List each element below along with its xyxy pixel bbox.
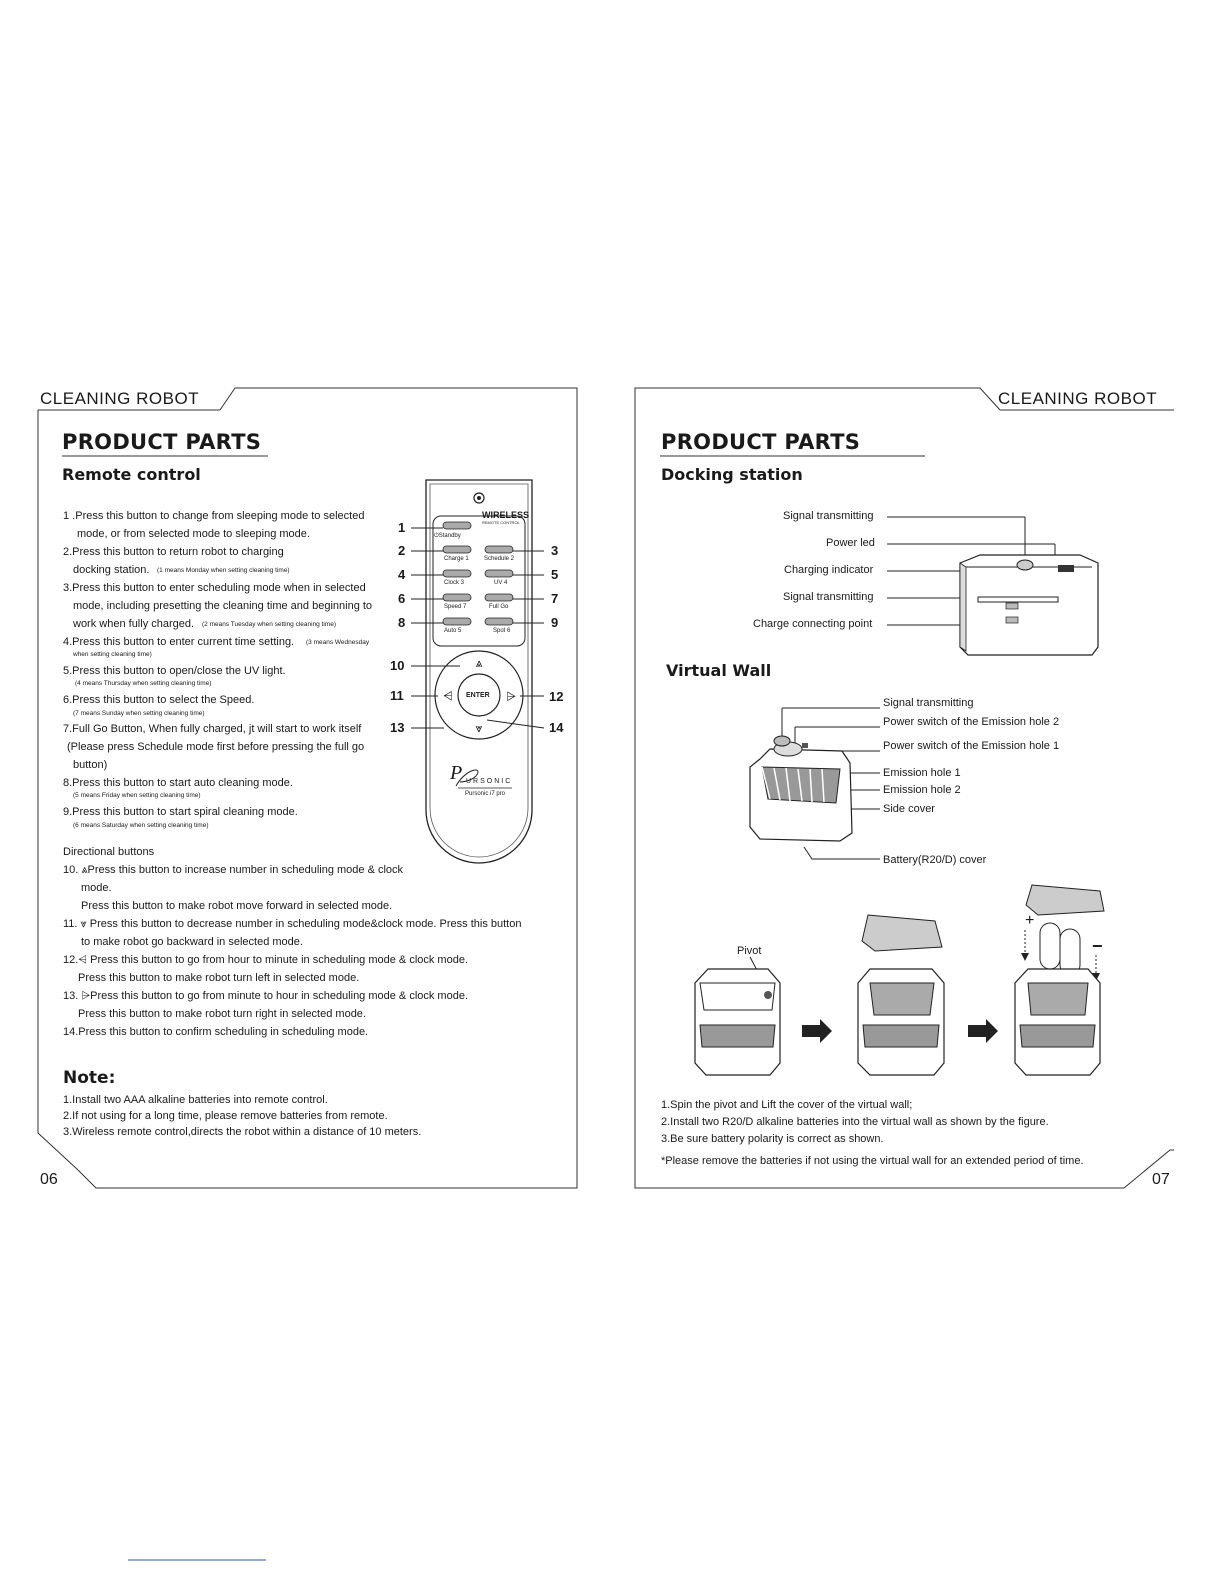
callout-number: 2: [398, 543, 406, 558]
docking-station-illustration: [880, 505, 1110, 665]
remote-model: Pursonic i7 pro: [465, 791, 506, 797]
list-item: 12.⩤ Press this button to go from hour to minute in scheduling mode & clock mode.: [63, 954, 469, 966]
button-enter[interactable]: ENTER: [466, 692, 490, 699]
callout-number: 4: [398, 567, 406, 582]
docking-subtitle: Docking station: [661, 465, 803, 484]
svg-text:⩔: ⩔: [475, 721, 483, 735]
day-note: (5 means Friday when setting cleaning time): [73, 792, 201, 799]
wall-label: Battery(R20/D) cover: [883, 854, 987, 866]
day-note: (4 means Thursday when setting cleaning time): [75, 680, 212, 687]
list-item: work when fully charged.: [73, 618, 195, 630]
button-charge[interactable]: Charge 1: [444, 556, 469, 562]
button-full-go[interactable]: Full Go: [489, 604, 509, 610]
day-note: (1 means Monday when setting cleaning time): [157, 567, 290, 574]
wall-label: Signal transmitting: [883, 697, 974, 709]
callout-number: 9: [551, 615, 559, 630]
callout-number: 12: [549, 689, 564, 704]
list-item: 13. ⩥Press this button to go from minute to hour in scheduling mode & clock mode.: [63, 990, 469, 1002]
note-item: 2.If not using for a long time, please remove batteries from remote.: [63, 1110, 388, 1122]
button-standby[interactable]: ⏻Standby: [434, 533, 461, 539]
button-spot[interactable]: Spot 6: [493, 628, 511, 634]
battery-install-illustration: [680, 875, 1110, 1090]
list-item: docking station.: [73, 564, 150, 576]
dock-label: Charging indicator: [784, 564, 874, 576]
note-item: 1.Install two AAA alkaline batteries into remote control.: [63, 1094, 328, 1106]
day-note: (7 means Sunday when setting cleaning time): [73, 710, 205, 717]
step-item: 3.Be sure battery polarity is correct as shown.: [661, 1133, 884, 1145]
callout-number: 8: [398, 615, 406, 630]
list-item: 10. ⩓Press this button to increase number in scheduling mode & clock: [63, 864, 404, 876]
callout-number: 13: [390, 720, 405, 735]
step-item: 2.Install two R20/D alkaline batteries into the virtual wall as shown by the figure.: [661, 1116, 1049, 1128]
svg-text:⩥: ⩥: [506, 689, 516, 703]
callout-number: 3: [551, 543, 559, 558]
pivot-label: Pivot: [737, 945, 762, 957]
step-item: *Please remove the batteries if not using the virtual wall for an extended period of time.: [661, 1155, 1084, 1167]
dock-label: Signal transmitting: [783, 591, 874, 603]
left-header: CLEANING ROBOT: [40, 389, 200, 408]
list-item: button): [73, 759, 108, 771]
list-item: mode, including presetting the cleaning time and beginning to: [73, 600, 373, 612]
power-icon: ⏻: [434, 533, 439, 539]
button-clock[interactable]: Clock 3: [444, 580, 465, 586]
list-item: 8.Press this button to start auto cleaning mode.: [63, 777, 293, 789]
list-item: 5.Press this button to open/close the UV light.: [63, 665, 286, 677]
remote-brand-sub: REMOTE CONTROL: [482, 520, 520, 525]
remote-control-illustration: [380, 470, 580, 870]
list-item: 6.Press this button to select the Speed.: [63, 694, 255, 706]
button-schedule[interactable]: Schedule 2: [484, 556, 515, 562]
button-speed[interactable]: Speed 7: [444, 604, 467, 610]
svg-text:⩓: ⩓: [475, 656, 483, 670]
list-item: Press this button to make robot turn left in selected mode.: [78, 972, 360, 984]
button-uv[interactable]: UV 4: [494, 580, 508, 586]
note-item: 3.Wireless remote control,directs the robot within a distance of 10 meters.: [63, 1126, 422, 1138]
right-header: CLEANING ROBOT: [998, 389, 1158, 408]
callout-number: 10: [390, 658, 405, 673]
note-title: Note:: [63, 1068, 116, 1088]
right-title: PRODUCT PARTS: [661, 430, 861, 454]
dock-label: Charge connecting point: [753, 618, 873, 630]
remote-subtitle: Remote control: [62, 465, 201, 484]
page-number-right: 07: [1152, 1171, 1170, 1188]
day-note: when setting cleaning time): [73, 651, 152, 658]
list-item: 14.Press this button to confirm scheduling in scheduling mode.: [63, 1026, 369, 1038]
remote-logo-letter: P: [450, 762, 463, 784]
wall-label: Side cover: [883, 803, 935, 815]
dock-label: Power led: [826, 537, 875, 549]
page-number-left: 06: [40, 1171, 58, 1188]
wall-label: Emission hole 2: [883, 784, 961, 796]
day-note: (2 means Tuesday when setting cleaning time): [202, 621, 337, 628]
list-item: (Please press Schedule mode first before pressing the full go: [67, 741, 365, 753]
virtual-wall-subtitle: Virtual Wall: [666, 661, 772, 680]
callout-number: 6: [398, 591, 406, 606]
remote-brand: WIRELESS: [482, 510, 530, 520]
list-item: 4.Press this button to enter current time setting.: [63, 636, 295, 648]
list-item: 2.Press this button to return robot to charging: [63, 546, 284, 558]
day-note: (6 means Saturday when setting cleaning time): [73, 822, 209, 829]
list-item: 9.Press this button to start spiral cleaning mode.: [63, 806, 298, 818]
virtual-wall-illustration: [740, 695, 885, 875]
list-item: 1 .Press this button to change from sleeping mode to selected: [63, 510, 365, 522]
wall-label: Emission hole 1: [883, 767, 961, 779]
minus-sign: −: [1092, 936, 1103, 956]
list-item: 7.Full Go Button, When fully charged, jt will start to work itself: [63, 723, 362, 735]
step-item: 1.Spin the pivot and Lift the cover of the virtual wall;: [661, 1099, 913, 1111]
svg-text:⩤: ⩤: [443, 689, 453, 703]
list-item: mode, or from selected mode to sleeping mode.: [77, 528, 310, 540]
callout-number: 7: [551, 591, 559, 606]
list-item: Press this button to make robot move forward in selected mode.: [81, 900, 393, 912]
list-item: Directional buttons: [63, 846, 155, 858]
left-title: PRODUCT PARTS: [62, 430, 262, 454]
list-item: 11. ⩔ Press this button to decrease number in scheduling mode&clock mode. Press this button: [63, 918, 522, 930]
list-item: 3.Press this button to enter scheduling mode when in selected: [63, 582, 366, 594]
remote-logo: URSONIC: [466, 778, 513, 785]
callout-number: 14: [549, 720, 564, 735]
wall-label: Power switch of the Emission hole 2: [883, 716, 1060, 728]
day-note: (3 means Wednesday: [306, 639, 370, 646]
list-item: Press this button to make robot turn right in selected mode.: [78, 1008, 366, 1020]
callout-number: 5: [551, 567, 559, 582]
dock-label: Signal transmitting: [783, 510, 874, 522]
callout-number: 11: [390, 688, 404, 703]
list-item: to make robot go backward in selected mode.: [81, 936, 303, 948]
callout-number: 1: [398, 520, 406, 535]
button-auto[interactable]: Auto 5: [444, 628, 462, 634]
wall-label: Power switch of the Emission hole 1: [883, 740, 1060, 752]
list-item: mode.: [81, 882, 112, 894]
plus-sign: +: [1025, 912, 1035, 929]
